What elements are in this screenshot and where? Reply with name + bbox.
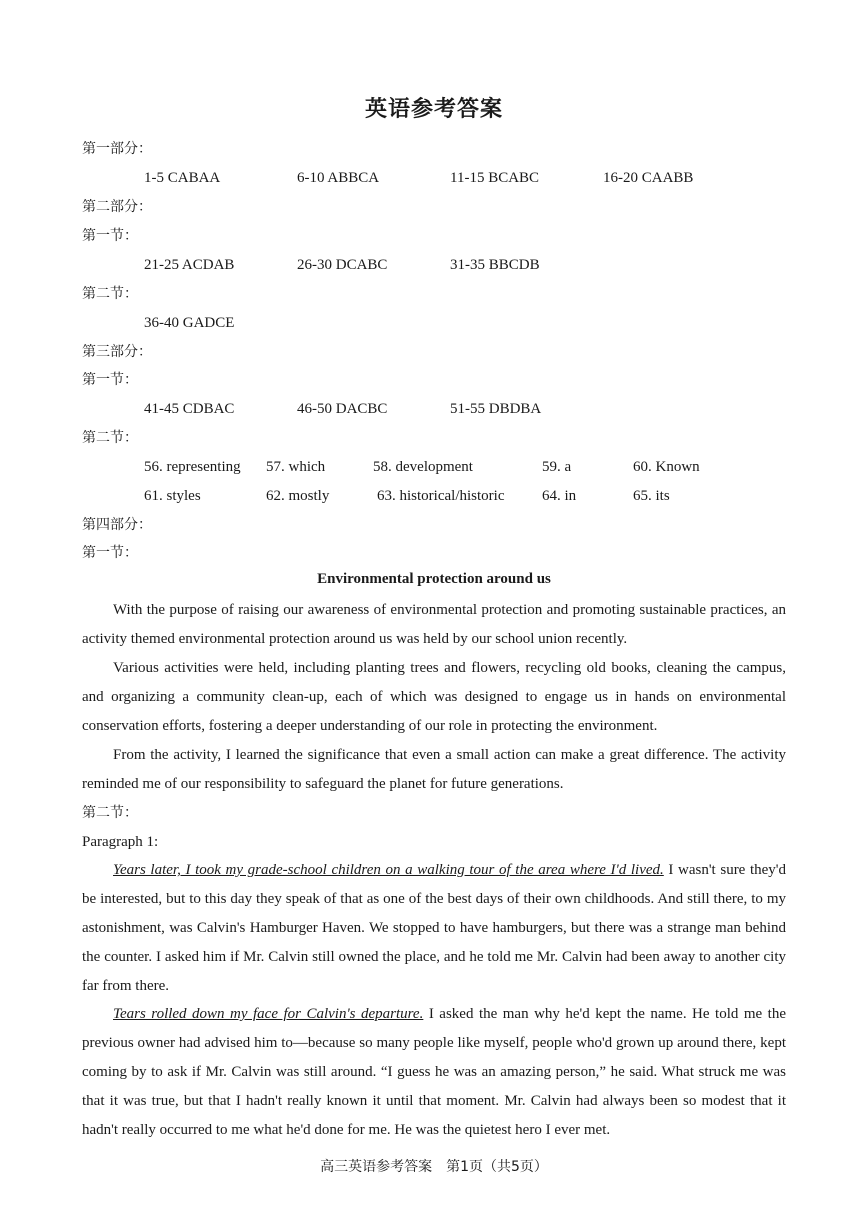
answer-group: 31-35 BBCDB [450, 257, 540, 273]
answer-group: 51-55 DBDBA [450, 401, 542, 417]
answer-group: 1-5 CABAA [144, 170, 221, 186]
cloze-answer: 61. styles [144, 488, 201, 504]
part3-heading: 第三部分： [82, 344, 152, 360]
part3-section2-heading: 第二节： [82, 430, 138, 446]
cloze-answer: 59. a [542, 459, 572, 475]
part2-section1-heading: 第一节： [82, 228, 138, 244]
answer-group: 21-25 ACDAB [144, 257, 235, 273]
essay-paragraph [82, 654, 786, 741]
answer-group: 41-45 CDBAC [144, 401, 235, 417]
answer-group: 6-10 ABBCA [297, 170, 380, 186]
answer-group: 26-30 DCABC [297, 257, 388, 273]
part2-section2-heading: 第二节： [82, 286, 138, 302]
part3-section1-heading: 第一节： [82, 372, 138, 388]
part4-heading: 第四部分： [82, 517, 152, 533]
essay-title: Environmental protection around us [317, 571, 551, 587]
cloze-answer: 62. mostly [266, 488, 330, 504]
part1-heading: 第一部分： [82, 141, 152, 157]
cloze-answer: 63. historical/historic [377, 488, 505, 504]
cloze-answer: 58. development [373, 459, 473, 475]
part4-section1-heading: 第一节： [82, 545, 138, 561]
page-footer: 高三英语参考答案 第1页（共5页） [320, 1159, 548, 1175]
continuation-paragraph [82, 856, 786, 1001]
underlined-first-sentence: Tears rolled down my face for Calvin's departure. [113, 1006, 424, 1022]
essay-paragraph [82, 741, 786, 799]
essay-paragraph-text: With the purpose of raising our awareness of environmental protection and promoting sustainable practices, an activity themed environmental protection around us was held by our school union recently. [82, 602, 786, 647]
continuation-text: I wasn't sure they'd be interested, but to this day they speak of that as one of the best days of their own childhoods. And still there, to my astonishment, was Calvin's Hamburger Haven. We stopped to have hamburgers, but there was a strange man behind the counter. I asked him if Mr. Calvin still owned the place, and he told me Mr. Calvin had been away to another city far from there. [82, 862, 786, 994]
cloze-answer: 60. Known [633, 459, 700, 475]
part4-section2-heading: 第二节： [82, 805, 138, 821]
answer-group: 16-20 CAABB [603, 170, 694, 186]
essay-paragraph-text: Various activities were held, including planting trees and flowers, recycling old books, cleaning the campus, and organizing a community clean-up, each of which was designed to engage us in hands on environmental conservation efforts, fostering a deeper understanding of our role in protecting the environment. [82, 660, 786, 734]
paragraph-label: Paragraph 1: [82, 834, 159, 850]
answer-group: 11-15 BCABC [450, 170, 540, 186]
answer-group: 36-40 GADCE [144, 315, 235, 331]
cloze-answer: 57. which [266, 459, 326, 475]
underlined-first-sentence: Years later, I took my grade-school children on a walking tour of the area where I'd lived. [113, 862, 664, 878]
cloze-answer: 56. representing [144, 459, 241, 475]
part2-heading: 第二部分： [82, 199, 152, 215]
cloze-answer: 64. in [542, 488, 577, 504]
page-title: 英语参考答案 [364, 96, 503, 122]
answer-group: 46-50 DACBC [297, 401, 388, 417]
cloze-answer: 65. its [633, 488, 670, 504]
continuation-text: I asked the man why he'd kept the name. He told me the previous owner had advised him to—because so many people like myself, people who'd grown up around there, kept coming by to ask if Mr. Calvin was still around. “I guess he was an amazing person,” he said. What struck me was that it was true, but that I hadn't really known it until that moment. Mr. Calvin had always been so modest that it hadn't really occurred to me what he'd done for me. He was the quietest hero I ever met. [82, 1006, 786, 1138]
essay-paragraph-text: From the activity, I learned the significance that even a small action can make a great difference. The activity reminded me of our responsibility to safeguard the planet for future generations. [82, 747, 786, 792]
continuation-paragraph [82, 1000, 786, 1145]
essay-paragraph [82, 596, 786, 654]
